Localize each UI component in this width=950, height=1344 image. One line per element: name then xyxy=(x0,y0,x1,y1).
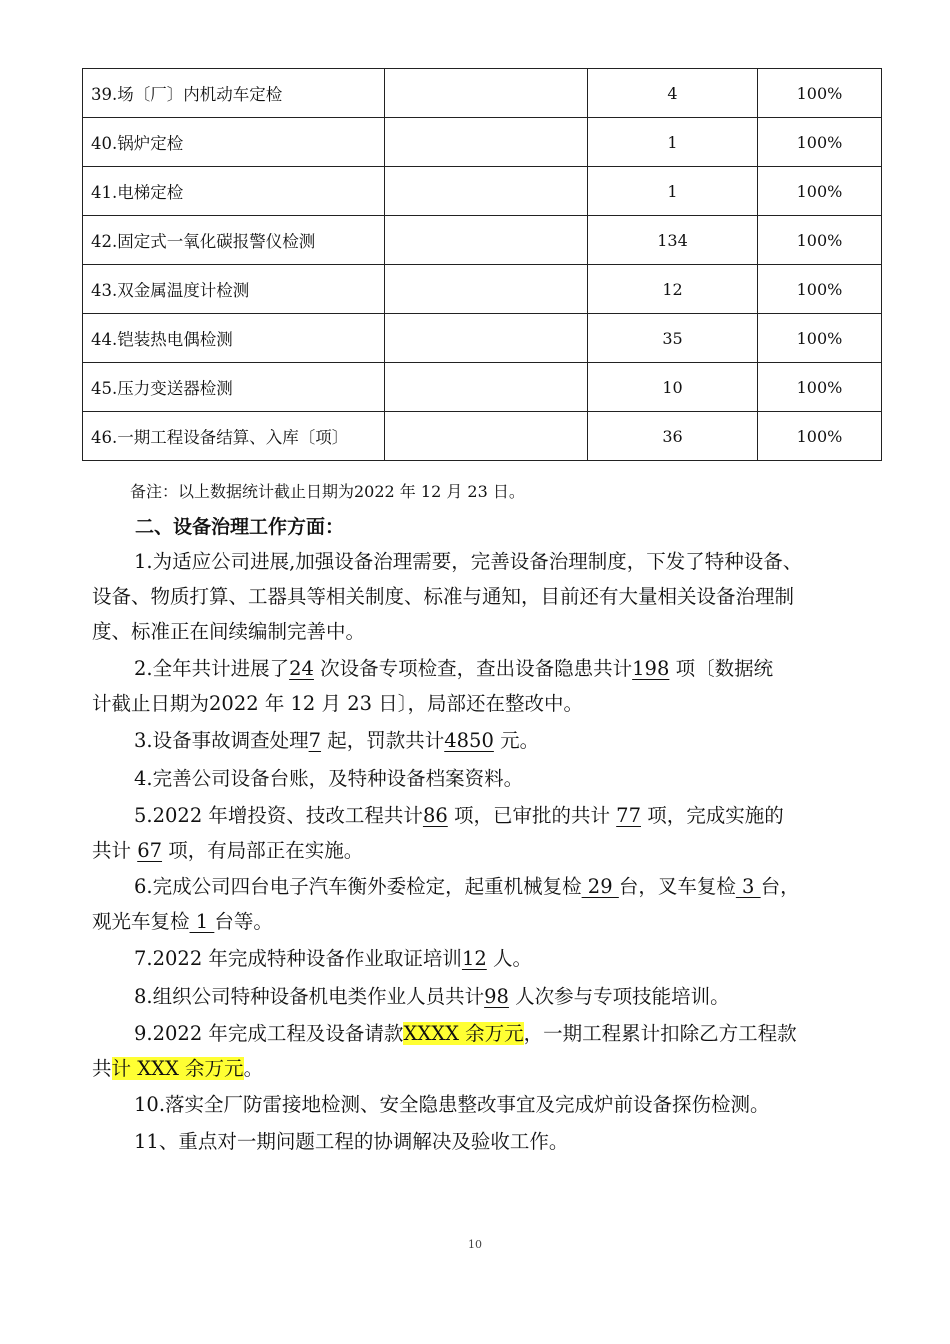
item-cell: 43.双金属温度计检测 xyxy=(83,265,385,314)
paragraph-11: 11、重点对一期问题工程的协调解决及验收工作。 xyxy=(134,1130,569,1153)
table-row xyxy=(83,412,882,461)
blank-cell xyxy=(385,69,588,118)
rate-cell: 100% xyxy=(758,167,882,216)
section-title: 二、设备治理工作方面： xyxy=(135,516,345,538)
blank-cell xyxy=(385,314,588,363)
table-row xyxy=(83,363,882,412)
table-row xyxy=(83,265,882,314)
paragraph-1: 1.为适应公司进展,加强设备治理需要，完善设备治理制度，下发了特种设备、 设备、物质打算、工器具等相关制度、标准与通知，目前还有大量相关设备治理制 度、标准正在间续编制完善中。 xyxy=(92,550,803,643)
crane-recheck-count: 29 xyxy=(581,875,619,898)
count-cell: 35 xyxy=(588,314,758,363)
count-cell: 1 xyxy=(588,167,758,216)
item-cell: 45.压力变送器检测 xyxy=(83,363,385,412)
table-row xyxy=(83,167,882,216)
item-cell: 40.锅炉定检 xyxy=(83,118,385,167)
forklift-recheck-count: 3 xyxy=(735,875,761,898)
data-note: 备注：以上数据统计截止日期为2022 年 12 月 23 日。 xyxy=(130,482,525,501)
count-cell: 12 xyxy=(588,265,758,314)
rate-cell: 100% xyxy=(758,265,882,314)
equipment-stats-table xyxy=(82,68,882,461)
page-number: 10 xyxy=(468,1238,482,1251)
paragraph-7: 7.2022 年完成特种设备作业取证培训12 人。 xyxy=(134,947,532,970)
rate-cell: 100% xyxy=(758,412,882,461)
sightseeing-car-recheck-count: 1 xyxy=(189,910,215,933)
rate-cell: 100% xyxy=(758,118,882,167)
blank-cell xyxy=(385,363,588,412)
paragraph-8: 8.组织公司特种设备机电类作业人员共计98 人次参与专项技能培训。 xyxy=(134,985,730,1008)
count-cell: 4 xyxy=(588,69,758,118)
blank-cell xyxy=(385,167,588,216)
paragraph-4: 4.完善公司设备台账，及特种设备档案资料。 xyxy=(134,767,524,790)
rate-cell: 100% xyxy=(758,314,882,363)
table-row xyxy=(83,118,882,167)
count-cell: 134 xyxy=(588,216,758,265)
item-cell: 46.一期工程设备结算、入库〔项〕 xyxy=(83,412,385,461)
paragraph-6: 6.完成公司四台电子汽车衡外委检定，起重机械复检 29 台，叉车复检 3 台， 观光车复检 1 台等。 xyxy=(92,875,800,933)
blank-cell xyxy=(385,216,588,265)
project-completed: 67 xyxy=(137,839,163,862)
blank-cell xyxy=(385,412,588,461)
count-cell: 1 xyxy=(588,118,758,167)
count-cell: 10 xyxy=(588,363,758,412)
training-count: 12 xyxy=(461,947,487,970)
table-row xyxy=(83,314,882,363)
stats-table-body xyxy=(83,69,882,461)
table-row xyxy=(83,216,882,265)
inspection-count: 24 xyxy=(289,657,314,680)
project-total: 86 xyxy=(422,804,448,827)
paragraph-9: 9.2022 年完成工程及设备请款XXXX 余万元，一期工程累计扣除乙方工程款 共计 XXX 余万元。 xyxy=(92,1022,797,1080)
item-cell: 39.场〔厂〕内机动车定检 xyxy=(83,69,385,118)
item-cell: 41.电梯定检 xyxy=(83,167,385,216)
rate-cell: 100% xyxy=(758,216,882,265)
paragraph-2: 2.全年共计进展了24 次设备专项检查，查出设备隐患共计198 项〔数据统 计截止日期为2022 年 12 月 23 日〕，局部还在整改中。 xyxy=(92,657,774,715)
table-row xyxy=(83,69,882,118)
project-approved: 77 xyxy=(616,804,641,827)
paragraph-5: 5.2022 年增投资、技改工程共计86 项，已审批的共计 77 项，完成实施的 共计 67 项，有局部正在实施。 xyxy=(92,804,784,862)
hazard-count: 198 xyxy=(632,657,670,680)
item-cell: 44.铠装热电偶检测 xyxy=(83,314,385,363)
blank-cell xyxy=(385,265,588,314)
highlighted-amount-2: 计 XXX 余万元 xyxy=(111,1057,244,1080)
blank-cell xyxy=(385,118,588,167)
paragraph-10: 10.落实全厂防雷接地检测、安全隐患整改事宜及完成炉前设备探伤检测。 xyxy=(134,1093,770,1116)
rate-cell: 100% xyxy=(758,363,882,412)
fine-amount: 4850 xyxy=(444,729,494,752)
paragraph-3: 3.设备事故调查处理7 起，罚款共计4850 元。 xyxy=(134,729,540,752)
skill-training-count: 98 xyxy=(484,985,509,1008)
highlighted-amount-1: XXXX 余万元 xyxy=(403,1022,524,1045)
count-cell: 36 xyxy=(588,412,758,461)
rate-cell: 100% xyxy=(758,69,882,118)
accident-count: 7 xyxy=(308,729,322,752)
item-cell: 42.固定式一氧化碳报警仪检测 xyxy=(83,216,385,265)
